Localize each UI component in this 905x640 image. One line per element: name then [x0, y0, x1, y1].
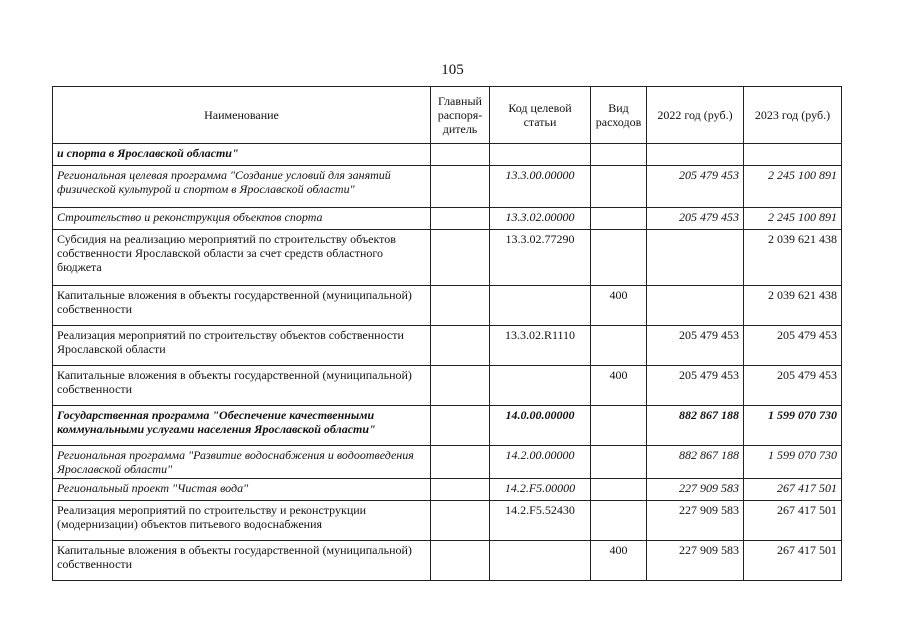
table-row [53, 479, 842, 501]
cell-name: Субсидия на реализацию мероприятий по строительству объектов собственности Ярославской области за счет средств областного бюджета [53, 230, 431, 286]
cell-main-manager [431, 446, 490, 479]
cell-expense-type: 400 [591, 541, 647, 581]
header-name: Наименование [53, 87, 431, 144]
table-body [53, 144, 842, 581]
header-target-code: Код целевой статьи [490, 87, 591, 144]
cell-main-manager [431, 230, 490, 286]
cell-name: Капитальные вложения в объекты государственной (муниципальной) собственности [53, 286, 431, 326]
cell-name: Реализация мероприятий по строительству объектов собственности Ярославской области [53, 326, 431, 366]
cell-expense-type [591, 166, 647, 208]
table-row [53, 230, 842, 286]
cell-main-manager [431, 366, 490, 406]
cell-expense-type [591, 144, 647, 166]
table-row [53, 446, 842, 479]
cell-year-2022 [647, 230, 744, 286]
table-row [53, 208, 842, 230]
cell-year-2023: 205 479 453 [744, 326, 842, 366]
cell-year-2023: 267 417 501 [744, 501, 842, 541]
cell-expense-type [591, 230, 647, 286]
table-header-row [53, 87, 842, 144]
cell-target-code: 14.0.00.00000 [490, 406, 591, 446]
cell-year-2023: 2 245 100 891 [744, 208, 842, 230]
cell-expense-type [591, 501, 647, 541]
page-number: 105 [441, 62, 464, 78]
cell-main-manager [431, 406, 490, 446]
cell-name: Реализация мероприятий по строительству и реконструкции (модернизации) объектов питьевого водоснабжения [53, 501, 431, 541]
cell-main-manager [431, 144, 490, 166]
cell-year-2022 [647, 144, 744, 166]
cell-main-manager [431, 166, 490, 208]
cell-year-2022: 205 479 453 [647, 326, 744, 366]
table-row [53, 144, 842, 166]
cell-expense-type [591, 406, 647, 446]
cell-year-2022: 227 909 583 [647, 479, 744, 501]
cell-target-code: 13.3.02.77290 [490, 230, 591, 286]
cell-expense-type [591, 208, 647, 230]
cell-name: Региональная программа "Развитие водоснабжения и водоотведения Ярославской области" [53, 446, 431, 479]
table-row [53, 326, 842, 366]
cell-year-2023: 205 479 453 [744, 366, 842, 406]
table-row [53, 366, 842, 406]
cell-target-code [490, 144, 591, 166]
cell-year-2023: 1 599 070 730 [744, 446, 842, 479]
table-row [53, 541, 842, 581]
table-row [53, 166, 842, 208]
cell-main-manager [431, 501, 490, 541]
cell-name: Государственная программа "Обеспечение качественными коммунальными услугами населения Ярославской области" [53, 406, 431, 446]
header-expense-type: Вид расходов [591, 87, 647, 144]
cell-year-2023: 2 039 621 438 [744, 230, 842, 286]
cell-target-code: 13.3.00.00000 [490, 166, 591, 208]
cell-year-2022: 205 479 453 [647, 208, 744, 230]
cell-target-code: 14.2.00.00000 [490, 446, 591, 479]
table-row [53, 501, 842, 541]
cell-year-2022 [647, 286, 744, 326]
header-year-2023: 2023 год (руб.) [744, 87, 842, 144]
cell-name: Капитальные вложения в объекты государственной (муниципальной) собственности [53, 366, 431, 406]
cell-target-code: 14.2.F5.00000 [490, 479, 591, 501]
cell-year-2022: 205 479 453 [647, 366, 744, 406]
cell-main-manager [431, 479, 490, 501]
table-row [53, 286, 842, 326]
budget-table [52, 86, 842, 581]
cell-target-code [490, 286, 591, 326]
cell-year-2022: 227 909 583 [647, 541, 744, 581]
cell-year-2023: 267 417 501 [744, 479, 842, 501]
cell-year-2022: 205 479 453 [647, 166, 744, 208]
cell-name: Строительство и реконструкция объектов спорта [53, 208, 431, 230]
cell-expense-type [591, 446, 647, 479]
cell-year-2022: 882 867 188 [647, 406, 744, 446]
cell-main-manager [431, 326, 490, 366]
cell-year-2022: 227 909 583 [647, 501, 744, 541]
cell-name: Региональный проект "Чистая вода" [53, 479, 431, 501]
cell-name: Капитальные вложения в объекты государственной (муниципальной) собственности [53, 541, 431, 581]
cell-expense-type [591, 326, 647, 366]
header-year-2022: 2022 год (руб.) [647, 87, 744, 144]
cell-year-2023: 2 245 100 891 [744, 166, 842, 208]
cell-main-manager [431, 541, 490, 581]
cell-year-2022: 882 867 188 [647, 446, 744, 479]
cell-target-code: 14.2.F5.52430 [490, 501, 591, 541]
cell-expense-type: 400 [591, 286, 647, 326]
cell-name: Региональная целевая программа "Создание условий для занятий физической культурой и спортом в Ярославской области" [53, 166, 431, 208]
cell-target-code [490, 366, 591, 406]
table-row [53, 406, 842, 446]
cell-name: и спорта в Ярославской области" [53, 144, 431, 166]
cell-year-2023: 2 039 621 438 [744, 286, 842, 326]
cell-year-2023 [744, 144, 842, 166]
cell-expense-type: 400 [591, 366, 647, 406]
cell-target-code: 13.3.02.R1110 [490, 326, 591, 366]
cell-expense-type [591, 479, 647, 501]
cell-main-manager [431, 208, 490, 230]
cell-target-code: 13.3.02.00000 [490, 208, 591, 230]
header-main-manager: Главный распоря-дитель [431, 87, 490, 144]
cell-main-manager [431, 286, 490, 326]
cell-year-2023: 1 599 070 730 [744, 406, 842, 446]
cell-year-2023: 267 417 501 [744, 541, 842, 581]
cell-target-code [490, 541, 591, 581]
